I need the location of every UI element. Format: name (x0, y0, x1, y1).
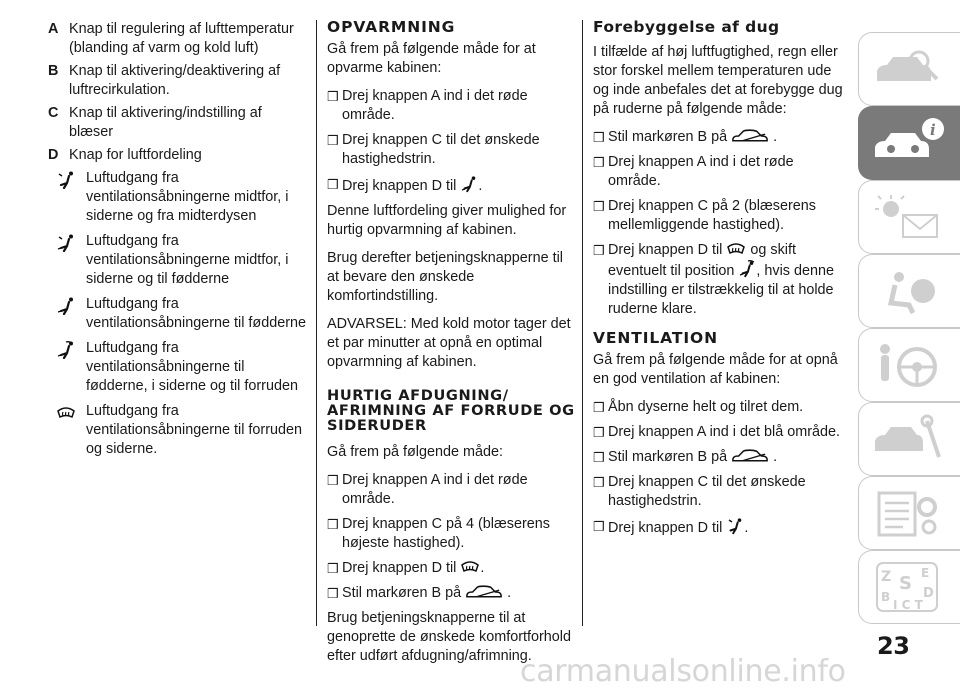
step-text-end: . (507, 585, 512, 601)
step-text: Drej knappen D til (608, 242, 723, 258)
tab-car-search[interactable] (858, 32, 960, 106)
step-text: og skift eventuelt til position (608, 242, 796, 279)
svg-text:I C T: I C T (893, 598, 923, 612)
defrost-windscreen-icon (460, 559, 480, 575)
svg-text:i: i (930, 121, 936, 139)
step-item (327, 471, 577, 509)
step-text: Stil markøren B på (608, 129, 728, 145)
legend-key: A (48, 21, 59, 37)
step-item (593, 423, 848, 442)
step-item (593, 197, 848, 235)
step-text: Drej knappen A ind i det røde område. (342, 88, 528, 123)
step-item (593, 241, 848, 319)
car-tools-icon (869, 411, 949, 467)
checkbox-bullet-icon: ❒ (593, 450, 605, 465)
airflow-text: Luftudgang fra ventilationsåbningerne til fødderne, i siderne og til forruden (86, 340, 298, 394)
car-search-icon (869, 41, 949, 97)
column-divider (582, 20, 583, 626)
watermark: carmanualsonline.info (520, 654, 846, 689)
paragraph: Gå frem på følgende måde: (327, 444, 503, 460)
checkbox-bullet-icon: ❒ (593, 130, 605, 145)
recirculation-car-icon (465, 584, 503, 600)
step-text: Drej knappen A ind i det blå område. (608, 424, 840, 440)
legend-text: Knap til aktivering/deaktivering af luftrecirkulation. (69, 63, 281, 98)
step-item (327, 87, 577, 125)
defrost-windscreen-icon (726, 241, 746, 257)
defrost-windscreen-icon (56, 404, 76, 422)
airflow-text: Luftudgang fra ventilationsåbningerne til fødderne (86, 296, 306, 331)
step-text: Drej knappen C til det ønskede hastighedstrin. (608, 474, 806, 509)
checkbox-bullet-icon: ❒ (593, 475, 605, 490)
legend-item-c (48, 104, 306, 142)
svg-text:Z: Z (881, 569, 892, 585)
legend-text: Knap for luftfordeling (69, 147, 202, 163)
checkbox-bullet-icon: ❒ (593, 243, 605, 258)
checkbox-bullet-icon: ❒ (593, 519, 605, 534)
step-item (593, 473, 848, 511)
airflow-item (48, 232, 306, 289)
step-text: Drej knappen C på 4 (blæserens højeste hastighed). (342, 516, 550, 551)
legend-key: B (48, 63, 59, 79)
airflow-feet-windscreen-icon (56, 341, 76, 359)
checkbox-bullet-icon: ❒ (327, 561, 339, 576)
paragraph: Denne luftfordeling giver mulighed for hurtig opvarmning af kabinen. (327, 203, 567, 238)
legend-key: C (48, 105, 59, 121)
tab-driving[interactable] (858, 328, 960, 402)
alphabet-index-icon (869, 559, 949, 615)
airflow-text: Luftudgang fra ventilationsåbningerne midtfor, i siderne og til fødderne (86, 233, 289, 287)
legend-column (48, 20, 306, 465)
svg-text:D: D (923, 586, 934, 601)
step-item (593, 153, 848, 191)
legend-item-a (48, 20, 306, 58)
legend-item-b (48, 62, 306, 100)
steering-wheel-icon (869, 337, 949, 393)
checkbox-bullet-icon: ❒ (593, 425, 605, 440)
column-divider (316, 20, 317, 626)
airflow-text: Luftudgang fra ventilationsåbningerne til forruden og siderne. (86, 403, 303, 457)
airflow-item (48, 402, 306, 459)
tab-safety[interactable] (858, 254, 960, 328)
heading-forebyggelse: Forebyggelse af dug (593, 18, 780, 36)
car-info-icon (869, 115, 949, 171)
step-text-end: . (744, 520, 749, 536)
warning-lights-icon (869, 189, 949, 245)
step-item (327, 131, 577, 169)
step-item (593, 398, 848, 417)
tab-index[interactable] (858, 550, 960, 624)
checkbox-bullet-icon: ❒ (327, 517, 339, 532)
paragraph: I tilfælde af høj luftfugtighed, regn eller stor forskel mellem temperaturen ude og inde anbefales det at forebygge dug på ruderne på følgende måde: (593, 44, 843, 117)
legend-text: Knap til regulering af lufttemperatur (blanding af varm og kold luft) (69, 21, 294, 56)
step-item (327, 584, 577, 603)
checkbox-bullet-icon: ❒ (327, 177, 339, 192)
checkbox-bullet-icon: ❒ (327, 473, 339, 488)
airflow-item (48, 339, 306, 396)
checkbox-bullet-icon: ❒ (593, 155, 605, 170)
step-text: Drej knappen A ind i det røde område. (342, 472, 528, 507)
step-text: Drej knappen D til (608, 520, 723, 536)
step-text: Drej knappen D til (342, 560, 457, 576)
tab-technical-data[interactable] (858, 476, 960, 550)
tab-maintenance[interactable] (858, 402, 960, 476)
airflow-feet-icon (56, 297, 76, 315)
heading-ventilation: VENTILATION (593, 329, 718, 347)
step-text-end: . (773, 449, 778, 465)
tab-car-info[interactable] (858, 106, 960, 180)
heading-opvarmning: OPVARMNING (327, 18, 456, 36)
svg-text:S: S (899, 573, 912, 594)
airflow-center-side-icon (726, 517, 744, 535)
step-item (593, 517, 848, 538)
step-text: Drej knappen C til det ønskede hastighedstrin. (342, 132, 540, 167)
chapter-sidebar (858, 32, 960, 624)
heading-afdugning: HURTIG AFDUGNING/ AFRIMNING AF FORRUDE OG SIDERUDER (327, 387, 575, 434)
right-column (593, 20, 848, 544)
step-item (593, 128, 848, 147)
step-text: Drej knappen D til (342, 178, 457, 194)
legend-item-d (48, 146, 306, 165)
tab-warning-lights[interactable] (858, 180, 960, 254)
legend-text: Knap til aktivering/indstilling af blæser (69, 105, 262, 140)
airflow-center-side-icon (56, 171, 76, 189)
paragraph: Brug derefter betjeningsknapperne til at bevare den ønskede komfortindstilling. (327, 250, 563, 304)
step-text-end: . (480, 560, 485, 576)
step-text: Drej knappen A ind i det røde område. (608, 154, 794, 189)
step-item (593, 448, 848, 467)
airflow-center-side-feet-icon (56, 234, 76, 252)
airflow-item (48, 295, 306, 333)
checkbox-bullet-icon: ❒ (327, 89, 339, 104)
step-text: Åbn dyserne helt og tilret dem. (608, 399, 804, 415)
step-item (327, 559, 577, 578)
middle-column (327, 20, 577, 675)
page-number: 23 (877, 632, 910, 660)
paragraph: ADVARSEL: Med kold motor tager det et par minutter at opnå en optimal opvarmning af kabinen. (327, 316, 571, 370)
airflow-feet-icon (460, 175, 478, 193)
checkbox-bullet-icon: ❒ (327, 133, 339, 148)
legend-key: D (48, 147, 59, 163)
checkbox-bullet-icon: ❒ (593, 199, 605, 214)
step-text-end: . (478, 178, 483, 194)
step-text: Stil markøren B på (342, 585, 462, 601)
step-item (327, 175, 577, 196)
recirculation-car-icon (731, 448, 769, 464)
step-item (327, 515, 577, 553)
step-text: , hvis denne indstilling er tilstrækkelig til at holde ruderne klare. (608, 263, 835, 317)
step-text-end: . (773, 129, 778, 145)
paragraph: Brug betjeningsknapperne til at genoprette de ønskede komfortforhold efter udført afdugning/afrimning. (327, 610, 571, 664)
airflow-item (48, 169, 306, 226)
checklist-gear-icon (869, 485, 949, 541)
svg-text:B: B (881, 590, 891, 604)
airflow-text: Luftudgang fra ventilationsåbningerne midtfor, i siderne og fra midterdysen (86, 170, 289, 224)
checkbox-bullet-icon: ❒ (593, 400, 605, 415)
step-text: Drej knappen C på 2 (blæserens mellemliggende hastighed). (608, 198, 816, 233)
recirculation-car-icon (731, 128, 769, 144)
airbag-seat-icon (869, 263, 949, 319)
paragraph: Gå frem på følgende måde for at opvarme kabinen: (327, 41, 536, 76)
airflow-feet-windscreen-icon (738, 260, 756, 278)
paragraph: Gå frem på følgende måde for at opnå en god ventilation af kabinen: (593, 352, 838, 387)
checkbox-bullet-icon: ❒ (327, 586, 339, 601)
svg-text:E: E (921, 566, 930, 580)
step-text: Stil markøren B på (608, 449, 728, 465)
